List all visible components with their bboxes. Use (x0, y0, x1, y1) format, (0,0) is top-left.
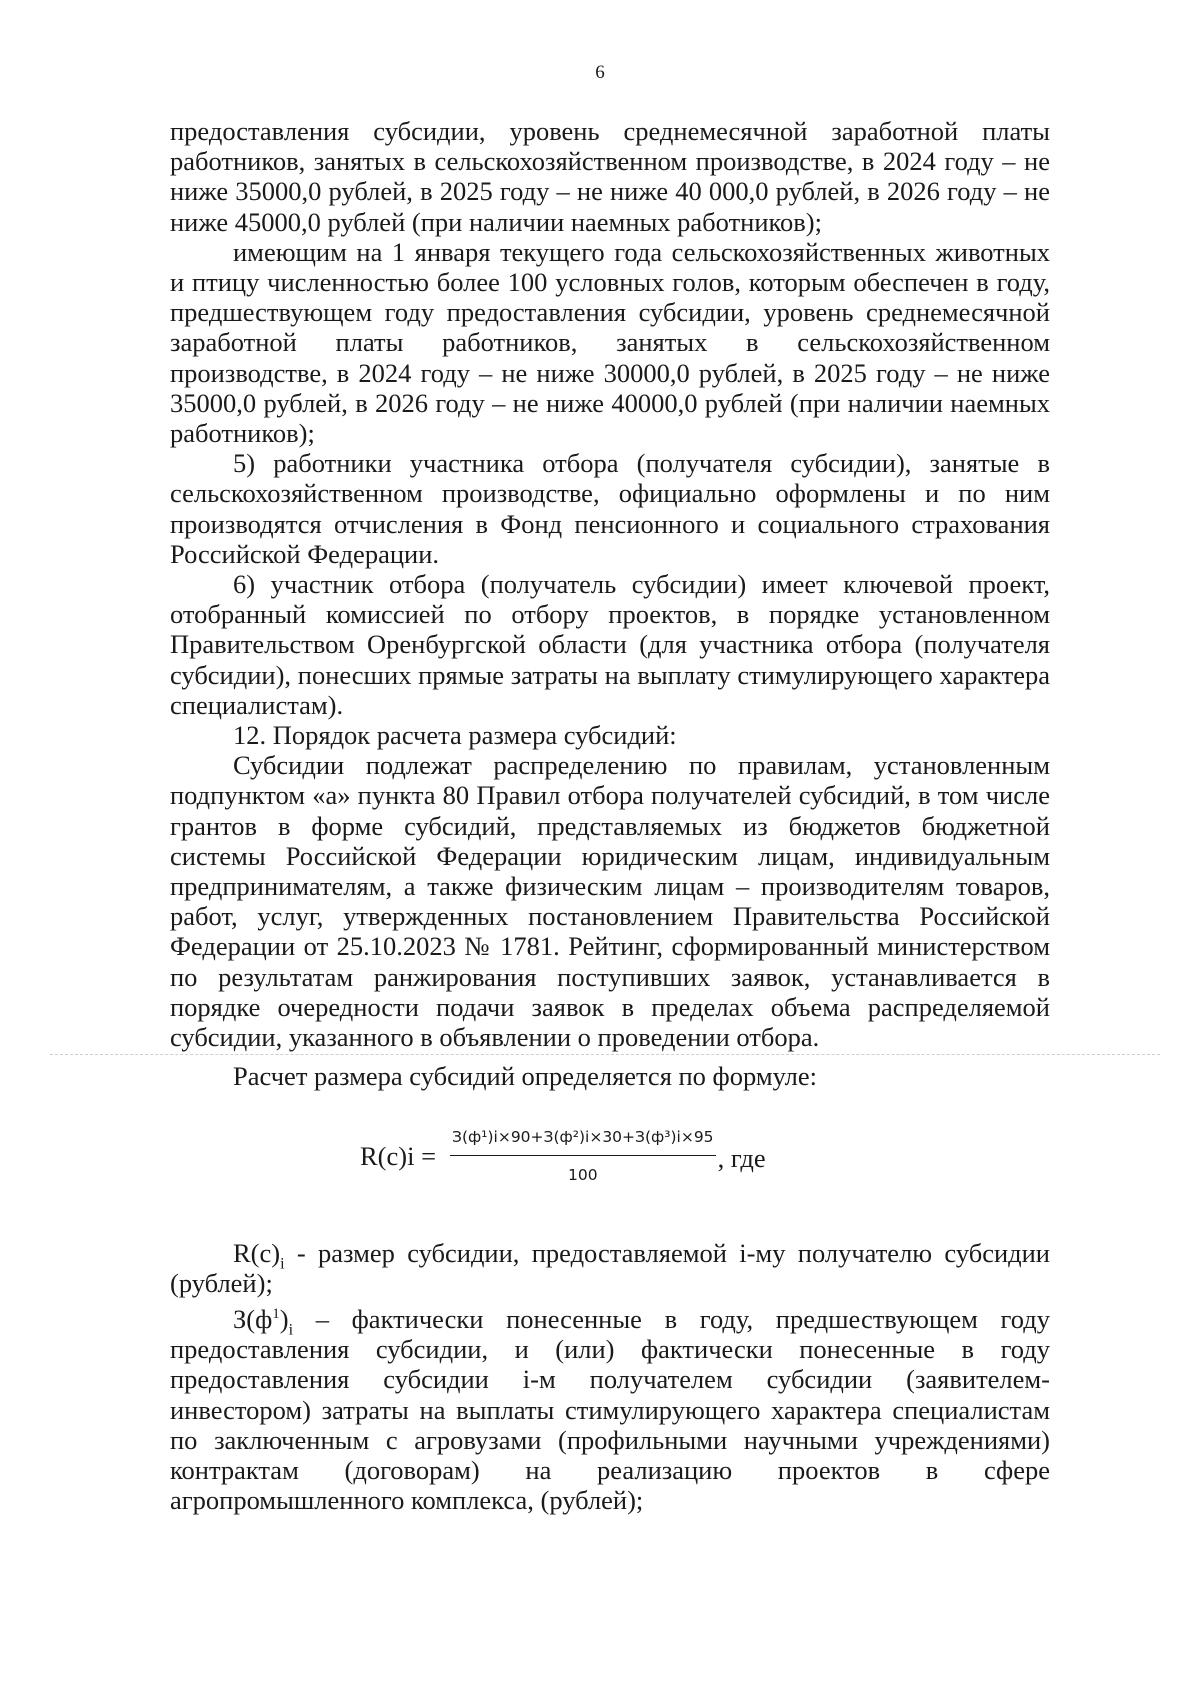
formula-suffix: , где (717, 1142, 766, 1173)
definition-symbol-subscript: i (288, 1321, 294, 1339)
definition-symbol-close: ) (279, 1303, 289, 1334)
formula-intro: Расчет размера субсидий определяется по формуле: (233, 1061, 818, 1092)
scan-separator-line (50, 1054, 1160, 1055)
document-body (170, 116, 1050, 1515)
definition-text: – фактически понесенные в году, предшествующем году предоставления субсидии, и (или) фактически понесенные в году предоставления субсидии i-м получателем субсидии (заявителем-инвестором) затраты на выплаты стимулирующего характера специалистам по заключенным с агровузами (профильными научными учреждениями) контрактам (договорам) на реализацию проектов в сфере агропромышленного комплекса, (рублей); (170, 1303, 1050, 1516)
paragraph-distribution-rules: Субсидии подлежат распределению по правилам, установленным подпунктом «а» пункта 80 Правил отбора получателей субсидий, в том числе грантов в форме субсидий, представляемых из бюджетов бюджетной системы Российской Федерации юридическим лицам, индивидуальным предпринимателям, а также физическим лицам – производителям товаров, работ, услуг, утвержденных постановлением Правительства Российской Федерации от 25.10.2023 № 1781. Рейтинг, сформированный министерством по результатам ранжирования поступивших заявок, устанавливается в порядке очередности подачи заявок в пределах объема распределяемой субсидии, указанного в объявлении о проведении отбора. (170, 750, 1050, 1053)
definition-symbol: R(c) (233, 1237, 281, 1268)
definition-zphi1 (170, 1304, 1050, 1515)
page-number: 6 (595, 62, 605, 83)
definition-symbol-superscript: 1 (272, 1306, 280, 1323)
paragraph-livestock-holders: имеющим на 1 января текущего года сельскохозяйственных животных и птицу численностью более 100 условных голов, которым обеспечен в году, предшествующем году предоставления субсидии, уровень среднемесячной заработной платы работников, занятых в сельскохозяйственном производстве, в 2024 году – не ниже 30000,0 рублей, в 2025 году – не ниже 35000,0 рублей, в 2026 году – не ниже 40000,0 рублей (при наличии наемных работников); (170, 236, 1050, 449)
formula-block (170, 1122, 1050, 1204)
formula-lhs: R(c)i = (360, 1140, 437, 1171)
paragraph-salary-continuation: предоставления субсидии, уровень среднемесячной заработной платы работников, занятых в сельскохозяйственном производстве, в 2024 году – не ниже 35000,0 рублей, в 2025 году – не ниже 40 000,0 рублей, в 2026 году – не ниже 45000,0 рублей (при наличии наемных работников); (170, 116, 1050, 237)
formula-numerator: З(ф¹)i×90+З(ф²)i×30+З(ф³)i×95 (450, 1122, 716, 1156)
formula-fraction (450, 1122, 716, 1190)
subsidy-formula (360, 1122, 766, 1190)
section-heading-12: 12. Порядок расчета размера субсидий: (233, 720, 677, 751)
definition-rci (170, 1238, 1050, 1298)
formula-denominator: 100 (568, 1165, 598, 1184)
definition-symbol: З(ф (233, 1303, 273, 1334)
definition-text: - размер субсидии, предоставляемой i-му получателю субсидии (рублей); (170, 1237, 1050, 1298)
definition-symbol-subscript: i (280, 1254, 285, 1272)
paragraph-item-6: 6) участник отбора (получатель субсидии) имеет ключевой проект, отобранный комиссией по отбору проектов, в порядке установленном Правительством Оренбургской области (для участника отбора (получателя субсидии), понесших прямые затраты на выплату стимулирующего характера специалистам). (170, 569, 1050, 720)
paragraph-item-5: 5) работники участника отбора (получателя субсидии), занятые в сельскохозяйственном производстве, официально оформлены и по ним производятся отчисления в Фонд пенсионного и социального страхования Российской Федерации. (170, 448, 1050, 569)
